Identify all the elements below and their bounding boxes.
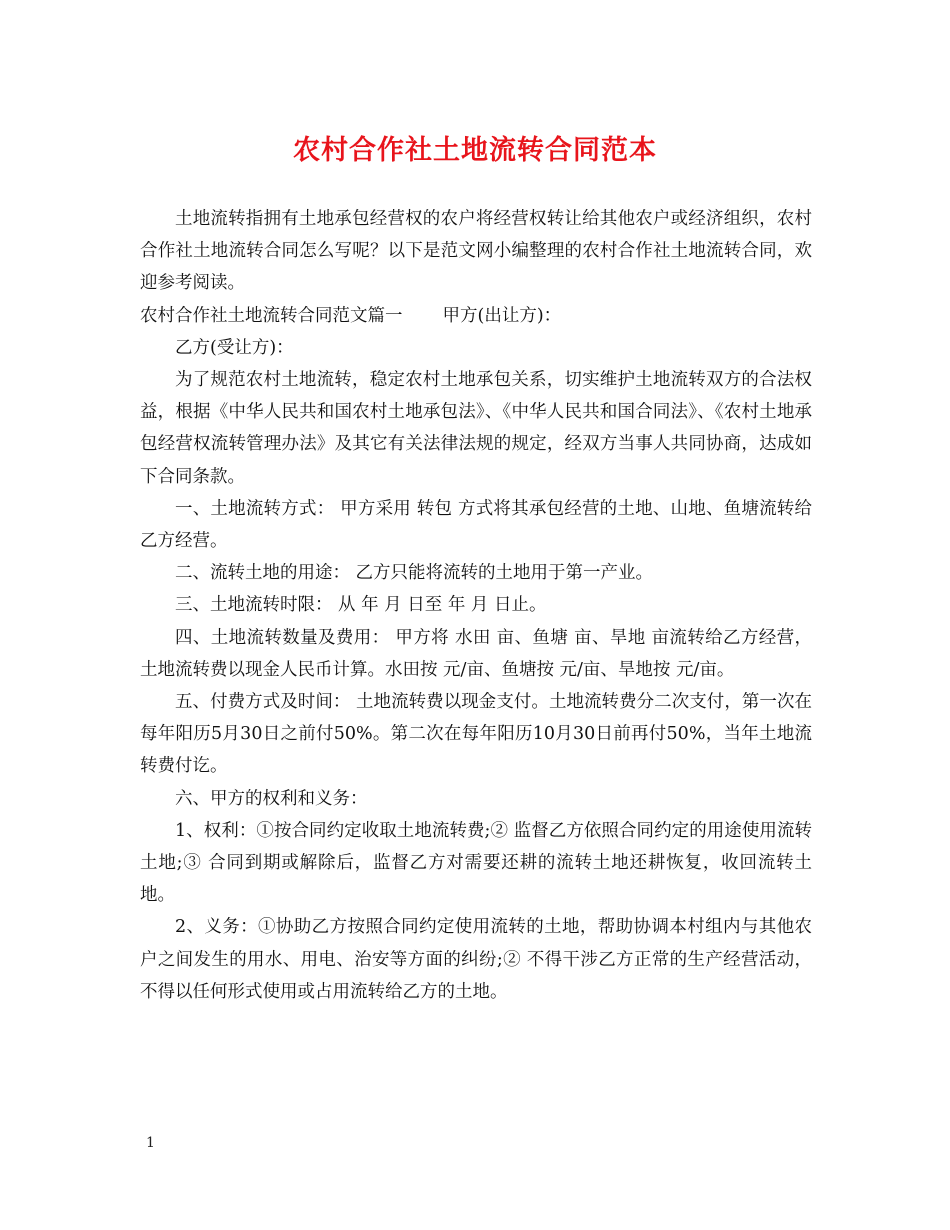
clause-6-obligations: 2、义务：①协助乙方按照合同约定使用流转的土地，帮助协调本村组内与其他农户之间发生的用水、用电、治安等方面的纠纷;② 不得干涉乙方正常的生产经营活动，不得以任何形式使用或占用流转给乙方的土地。 xyxy=(140,917,812,1002)
intro-paragraph: 土地流转指拥有土地承包经营权的农户将经营权转让给其他农户或经济组织，农村合作社土地流转合同怎么写呢？以下是范文网小编整理的农村合作社土地流转合同，欢迎参考阅读。 xyxy=(140,209,812,294)
clause-2: 二、流转土地的用途： 乙方只能将流转的土地用于第一产业。 xyxy=(175,563,654,584)
clause-6: 六、甲方的权利和义务： xyxy=(175,788,368,809)
clause-3: 三、土地流转时限： 从 年 月 日至 年 月 日止。 xyxy=(175,595,547,616)
clause-4: 四、土地流转数量及费用： 甲方将 水田 亩、鱼塘 亩、旱地 亩流转给乙方经营，土地流转费以现金人民币计算。水田按 元/亩、鱼塘按 元/亩、旱地按 元/亩。 xyxy=(140,627,812,680)
clause-6-rights: 1、权利：①按合同约定收取土地流转费;② 监督乙方依照合同约定的用途使用流转土地;③ 合同到期或解除后，监督乙方对需要还耕的流转土地还耕恢复，收回流转土地。 xyxy=(140,820,812,906)
party-b-label: 乙方(受让方)： xyxy=(175,337,294,358)
page-number: 1 xyxy=(146,1135,155,1151)
clause-1: 一、土地流转方式： 甲方采用 转包 方式将其承包经营的土地、山地、鱼塘流转给乙方经营。 xyxy=(140,498,812,552)
party-a-label: 甲方(出让方)： xyxy=(442,305,562,326)
section-heading: 农村合作社土地流转合同范文篇一 xyxy=(140,305,403,326)
preamble-paragraph: 为了规范农村土地流转，稳定农村土地承包关系，切实维护土地流转双方的合法权益，根据《中华人民共和国农村土地承包法》、《中华人民共和国合同法》、《农村土地承包经营权流转管理办法》及其它有关法律法规的规定，经双方当事人共同协商，达成如下合同条款。 xyxy=(140,370,812,487)
section-heading-line xyxy=(140,300,812,332)
clause-5: 五、付费方式及时间： 土地流转费以现金支付。土地流转费分二次支付，第一次在每年阳历5月30日之前付50%。第二次在每年阳历10月30日前再付50%，当年土地流转费付讫。 xyxy=(140,692,812,777)
document-body xyxy=(140,203,812,1008)
document-title: 农村合作社土地流转合同范本 xyxy=(293,135,657,166)
